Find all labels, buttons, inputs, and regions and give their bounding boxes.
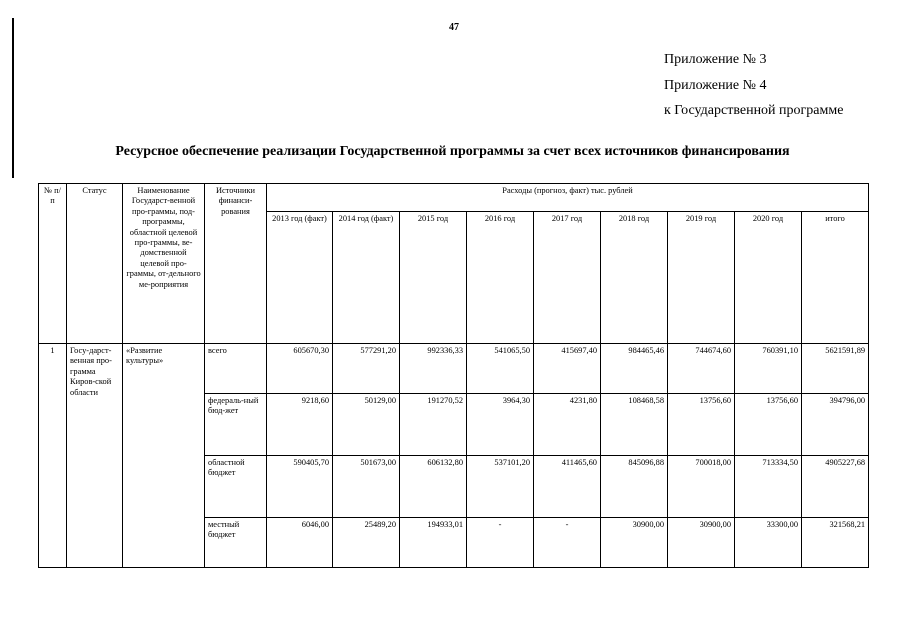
row-source: федераль-ный бюд-жет (205, 394, 267, 456)
header-year: 2016 год (467, 212, 534, 344)
header-year: 2017 год (534, 212, 601, 344)
margin-line (12, 18, 14, 178)
value-cell: 992336,33 (400, 344, 467, 394)
value-cell: 6046,00 (267, 518, 333, 568)
appendix-line-1: Приложение № 3 (664, 52, 767, 67)
value-cell: 501673,00 (333, 456, 400, 518)
value-cell: 984465,46 (601, 344, 668, 394)
value-cell: 194933,01 (400, 518, 467, 568)
header-row-1 (39, 184, 869, 212)
document-title: Ресурсное обеспечение реализации Государственной программы за счет всех источников финансирования (115, 144, 790, 159)
value-cell: 700018,00 (668, 456, 735, 518)
header-year: 2013 год (факт) (267, 212, 333, 344)
row-number: 1 (39, 344, 67, 568)
value-cell: - (534, 518, 601, 568)
value-cell: - (467, 518, 534, 568)
header-status: Статус (67, 184, 123, 344)
value-cell-total: 394796,00 (802, 394, 869, 456)
header-num: № п/п (39, 184, 67, 344)
header-source: Источники финанси-рования (205, 184, 267, 344)
value-cell: 33300,00 (735, 518, 802, 568)
value-cell: 30900,00 (601, 518, 668, 568)
appendix-line-3: к Государственной программе (664, 103, 844, 118)
value-cell: 744674,60 (668, 344, 735, 394)
value-cell: 50129,00 (333, 394, 400, 456)
value-cell: 605670,30 (267, 344, 333, 394)
value-cell: 13756,60 (735, 394, 802, 456)
value-cell: 30900,00 (668, 518, 735, 568)
value-cell: 537101,20 (467, 456, 534, 518)
value-cell: 3964,30 (467, 394, 534, 456)
header-year: 2014 год (факт) (333, 212, 400, 344)
value-cell-total: 5621591,89 (802, 344, 869, 394)
header-year-total: итого (802, 212, 869, 344)
header-year: 2020 год (735, 212, 802, 344)
row-source: местный бюджет (205, 518, 267, 568)
appendix-line-2: Приложение № 4 (664, 78, 767, 93)
value-cell-total: 4905227,68 (802, 456, 869, 518)
header-year: 2019 год (668, 212, 735, 344)
value-cell: 9218,60 (267, 394, 333, 456)
header-year: 2018 год (601, 212, 668, 344)
value-cell: 13756,60 (668, 394, 735, 456)
value-cell: 590405,70 (267, 456, 333, 518)
header-year: 2015 год (400, 212, 467, 344)
value-cell: 415697,40 (534, 344, 601, 394)
row-source: областной бюджет (205, 456, 267, 518)
value-cell: 411465,60 (534, 456, 601, 518)
row-program: «Развитие культуры» (123, 344, 205, 568)
table-row (39, 344, 869, 394)
resource-table (38, 183, 869, 568)
value-cell: 577291,20 (333, 344, 400, 394)
value-cell: 191270,52 (400, 394, 467, 456)
value-cell: 606132,80 (400, 456, 467, 518)
header-expenses: Расходы (прогноз, факт) тыс. рублей (267, 184, 869, 212)
value-cell: 25489,20 (333, 518, 400, 568)
row-status: Госу-дарст-венная про-грамма Киров-ской области (67, 344, 123, 568)
value-cell: 713334,50 (735, 456, 802, 518)
value-cell: 4231,80 (534, 394, 601, 456)
row-source: всего (205, 344, 267, 394)
value-cell-total: 321568,21 (802, 518, 869, 568)
page-number: 47 (449, 22, 459, 33)
value-cell: 541065,50 (467, 344, 534, 394)
header-name: Наименование Государст-венной про-граммы, под-программы, областной целевой про-граммы, ве-домственной целевой про-граммы, от-дельного ме-роприятия (123, 184, 205, 344)
value-cell: 760391,10 (735, 344, 802, 394)
value-cell: 108468,58 (601, 394, 668, 456)
value-cell: 845096,88 (601, 456, 668, 518)
